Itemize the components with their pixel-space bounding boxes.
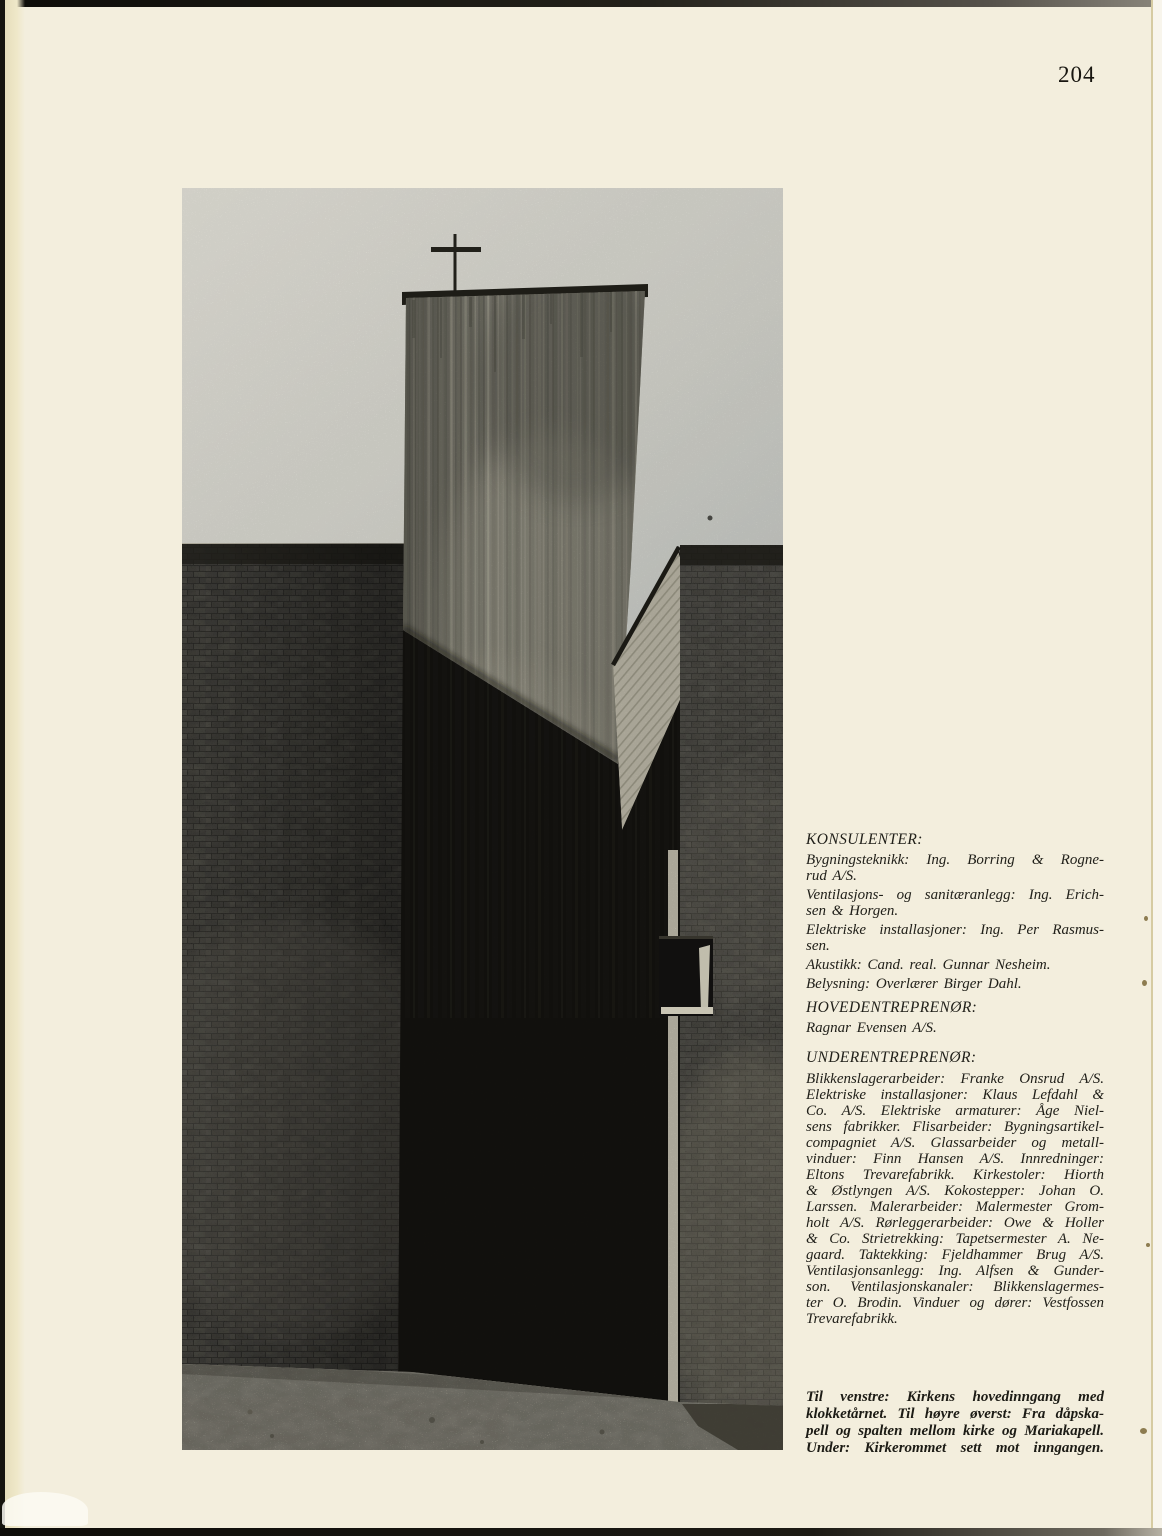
scan-edge-bottom	[0, 1528, 1162, 1536]
text-line: ter O. Brodin. Vinduer og dører: Vestfossen	[806, 1295, 1104, 1311]
text-line: Larssen. Malerarbeider: Malermester Grom-	[806, 1199, 1104, 1215]
text-line: Ventilasjons- og sanitæranlegg: Ing. Erich-	[806, 887, 1104, 903]
paragraph	[806, 922, 1104, 954]
credits-column	[806, 832, 1104, 1330]
text-line: Akustikk: Cand. real. Gunnar Nesheim.	[806, 957, 1051, 973]
text-line: Blikkenslagerarbeider: Franke Onsrud A/S.	[806, 1071, 1104, 1087]
text-line: & Co. Strietrekking: Tapetsermester A. Ne-	[806, 1231, 1104, 1247]
paragraph	[806, 1389, 1104, 1457]
scan-edge-top	[0, 0, 1162, 7]
text-line: sens fabrikker. Flisarbeider: Bygningsartikel-	[806, 1119, 1104, 1135]
text-line: Ragnar Evensen A/S.	[806, 1020, 937, 1036]
text-line: sen & Horgen.	[806, 903, 899, 919]
paragraph	[806, 887, 1104, 919]
text-line: Ventilasjonsanlegg: Ing. Alfsen & Gunder-	[806, 1263, 1104, 1279]
photo-caption	[806, 1389, 1104, 1457]
text-line: pell og spalten mellom kirke og Mariakapell.	[806, 1423, 1104, 1439]
text-line: Trevarefabrikk.	[806, 1311, 898, 1327]
text-line: Belysning: Overlærer Birger Dahl.	[806, 976, 1022, 992]
binding-speck	[1144, 916, 1148, 921]
text-line: vinduer: Finn Hansen A/S. Innredninger:	[806, 1151, 1104, 1167]
text-line: sen.	[806, 938, 830, 954]
text-line: Under: Kirkerommet sett mot inngangen.	[806, 1440, 1104, 1456]
sub-contractors-list	[806, 1071, 1104, 1327]
text-line: rud A/S.	[806, 868, 857, 884]
church-photo	[182, 188, 783, 1450]
text-line: Bygningsteknikk: Ing. Borring & Rogne-	[806, 852, 1104, 868]
text-line: klokketårnet. Til høyre øverst: Fra dåpska-	[806, 1406, 1104, 1422]
photo-grain	[182, 188, 783, 1450]
text-line: son. Ventilasjonskanaler: Blikkenslagermes-	[806, 1279, 1104, 1295]
binding-speck	[1140, 1428, 1147, 1434]
main-contractor	[806, 1020, 1104, 1036]
paragraph	[806, 1071, 1104, 1327]
page-corner-curl	[2, 1492, 88, 1526]
text-line: & Østlyngen A/S. Kokostepper: Johan O.	[806, 1183, 1104, 1199]
binding-speck	[1142, 980, 1147, 986]
binding-speck	[1146, 1243, 1150, 1247]
paragraph	[806, 1020, 1104, 1036]
page-edge-right	[1153, 0, 1162, 1536]
text-line: Elektriske installasjoner: Ing. Per Rasmus-	[806, 922, 1104, 938]
page-crease	[1151, 0, 1153, 1536]
text-line: Elektriske installasjoner: Klaus Lefdahl &	[806, 1087, 1104, 1103]
text-line: holt A/S. Rørleggerarbeider: Owe & Holler	[806, 1215, 1104, 1231]
section-heading-underentreprenor: UNDERENTREPRENØR:	[806, 1049, 977, 1066]
text-line: Co. A/S. Elektriske armaturer: Åge Niel-	[806, 1103, 1104, 1119]
text-line: compagniet A/S. Glassarbeider og metall-	[806, 1135, 1104, 1151]
consultants-list	[806, 852, 1104, 992]
section-heading-hovedentreprenor: HOVEDENTREPRENØR:	[806, 999, 978, 1016]
paragraph	[806, 852, 1104, 884]
page-number: 204	[1058, 62, 1096, 87]
paragraph	[806, 957, 1104, 973]
section-heading-konsulenter: KONSULENTER:	[806, 831, 923, 848]
text-line: Til venstre: Kirkens hovedinngang med	[806, 1389, 1104, 1405]
text-line: gaard. Taktekking: Fjeldhammer Brug A/S.	[806, 1247, 1104, 1263]
paragraph	[806, 976, 1104, 992]
text-line: Eltons Trevarefabrikk. Kirkestoler: Hiorth	[806, 1167, 1104, 1183]
page-gutter-strip	[5, 0, 25, 1536]
